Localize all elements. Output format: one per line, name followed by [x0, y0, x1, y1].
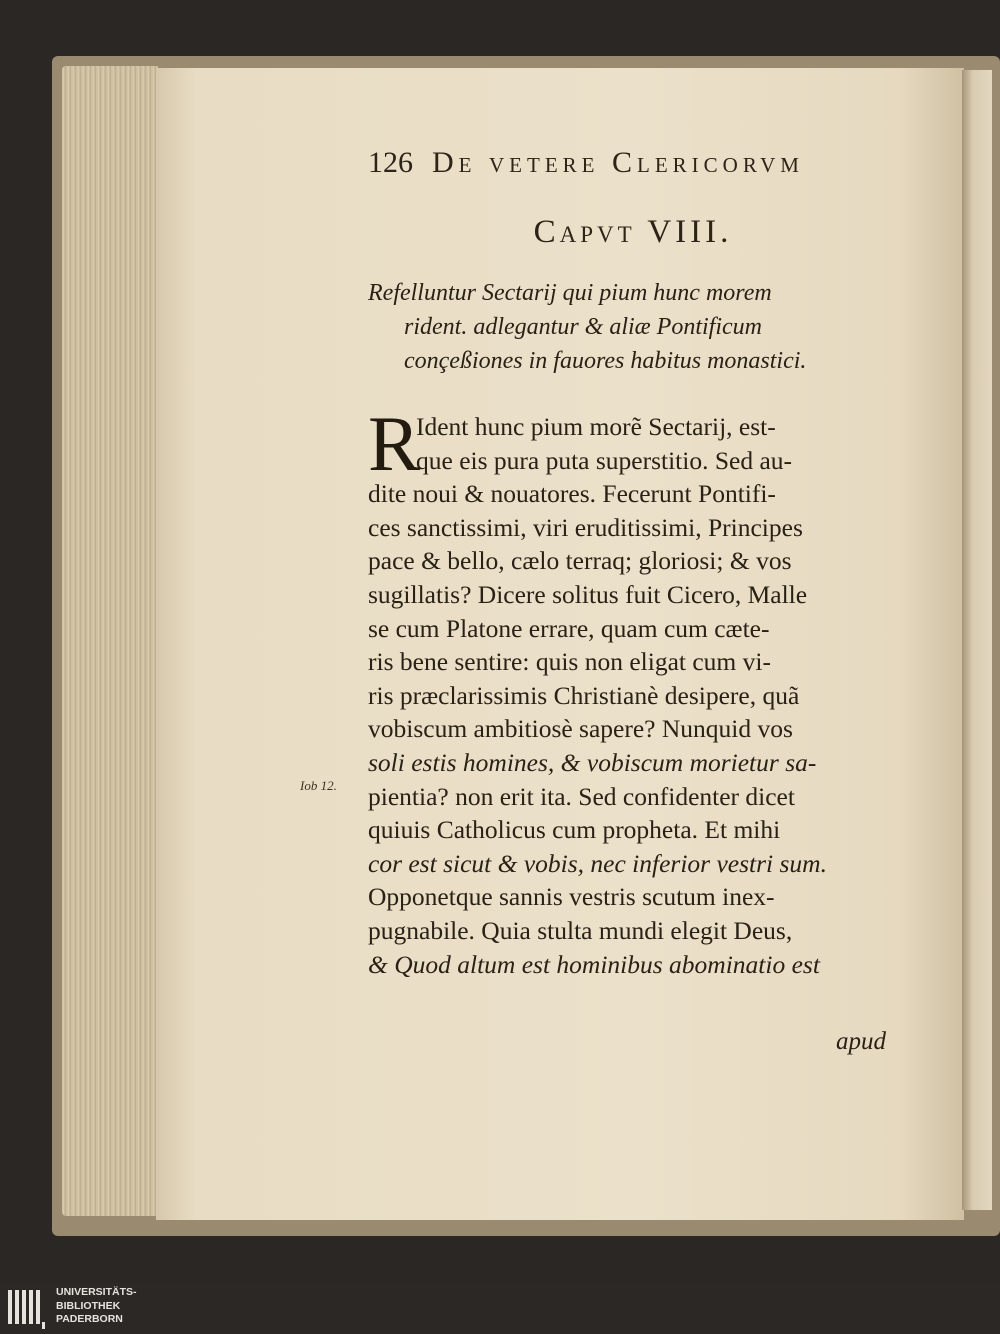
library-name-line: BIBLIOTHEK: [56, 1299, 121, 1312]
body-line: & Quod altum est hominibus abominatio est: [368, 949, 820, 979]
body-line: pientia? non erit ita. Sed confidenter dicet: [368, 781, 795, 811]
running-title: De vetere Clericorvm: [432, 146, 804, 179]
page-number: 126: [368, 146, 413, 179]
library-name-line: PADERBORN: [56, 1313, 123, 1325]
library-name-line: UNIVERSITÄTS-: [56, 1286, 137, 1298]
summary-line: conçeßiones in fauores habitus monastici.: [404, 348, 807, 374]
library-name: [56, 1286, 256, 1327]
library-logo-icon: [6, 1286, 46, 1330]
body-text: [368, 400, 898, 981]
page-edges: [62, 66, 158, 1216]
body-line: Opponetque sannis vestris scutum inex-: [368, 882, 775, 912]
drop-cap: R: [368, 400, 421, 487]
body-line: dite noui & nouatores. Fecerunt Pontifi-: [368, 479, 776, 509]
page-header: [368, 146, 868, 186]
catchword: apud: [836, 1028, 886, 1055]
footer-bar: [0, 1282, 1000, 1334]
margin-note: Iob 12.: [300, 778, 337, 793]
body-line: que eis pura puta superstitio. Sed au-: [416, 445, 793, 475]
body-line: pugnabile. Quia stulta mundi elegit Deus,: [368, 915, 793, 945]
chapter-title: Capvt VIII.: [533, 214, 733, 250]
body-line: quiuis Catholicus cum propheta. Et mihi: [368, 815, 781, 845]
body-line: sugillatis? Dicere solitus fuit Cicero, Malle: [368, 579, 808, 609]
body-line: se cum Platone errare, quam cum cæte-: [368, 613, 770, 643]
body-line: vobiscum ambitiosè sapere? Nunquid vos: [368, 714, 793, 744]
summary-line: Refelluntur Sectarij qui pium hunc morem: [368, 280, 772, 306]
body-line: Ident hunc pium morẽ Sectarij, est-: [416, 412, 776, 441]
body-line: ris bene sentire: quis non eligat cum vi-: [368, 647, 771, 677]
body-line: ris præclarissimis Christianè desipere, quã: [368, 680, 800, 710]
body-line: cor est sicut & vobis, nec inferior vestri sum.: [368, 848, 827, 878]
body-line: pace & bello, cælo terraq; gloriosi; & vos: [368, 546, 792, 576]
body-line: soli estis homines, & vobiscum morietur sa-: [368, 747, 817, 777]
chapter-summary: [368, 276, 898, 378]
summary-line: rident. adlegantur & aliæ Pontificum: [404, 314, 762, 340]
facing-page-edge: [962, 70, 992, 1210]
body-line: ces sanctissimi, viri eruditissimi, Principes: [368, 512, 803, 542]
